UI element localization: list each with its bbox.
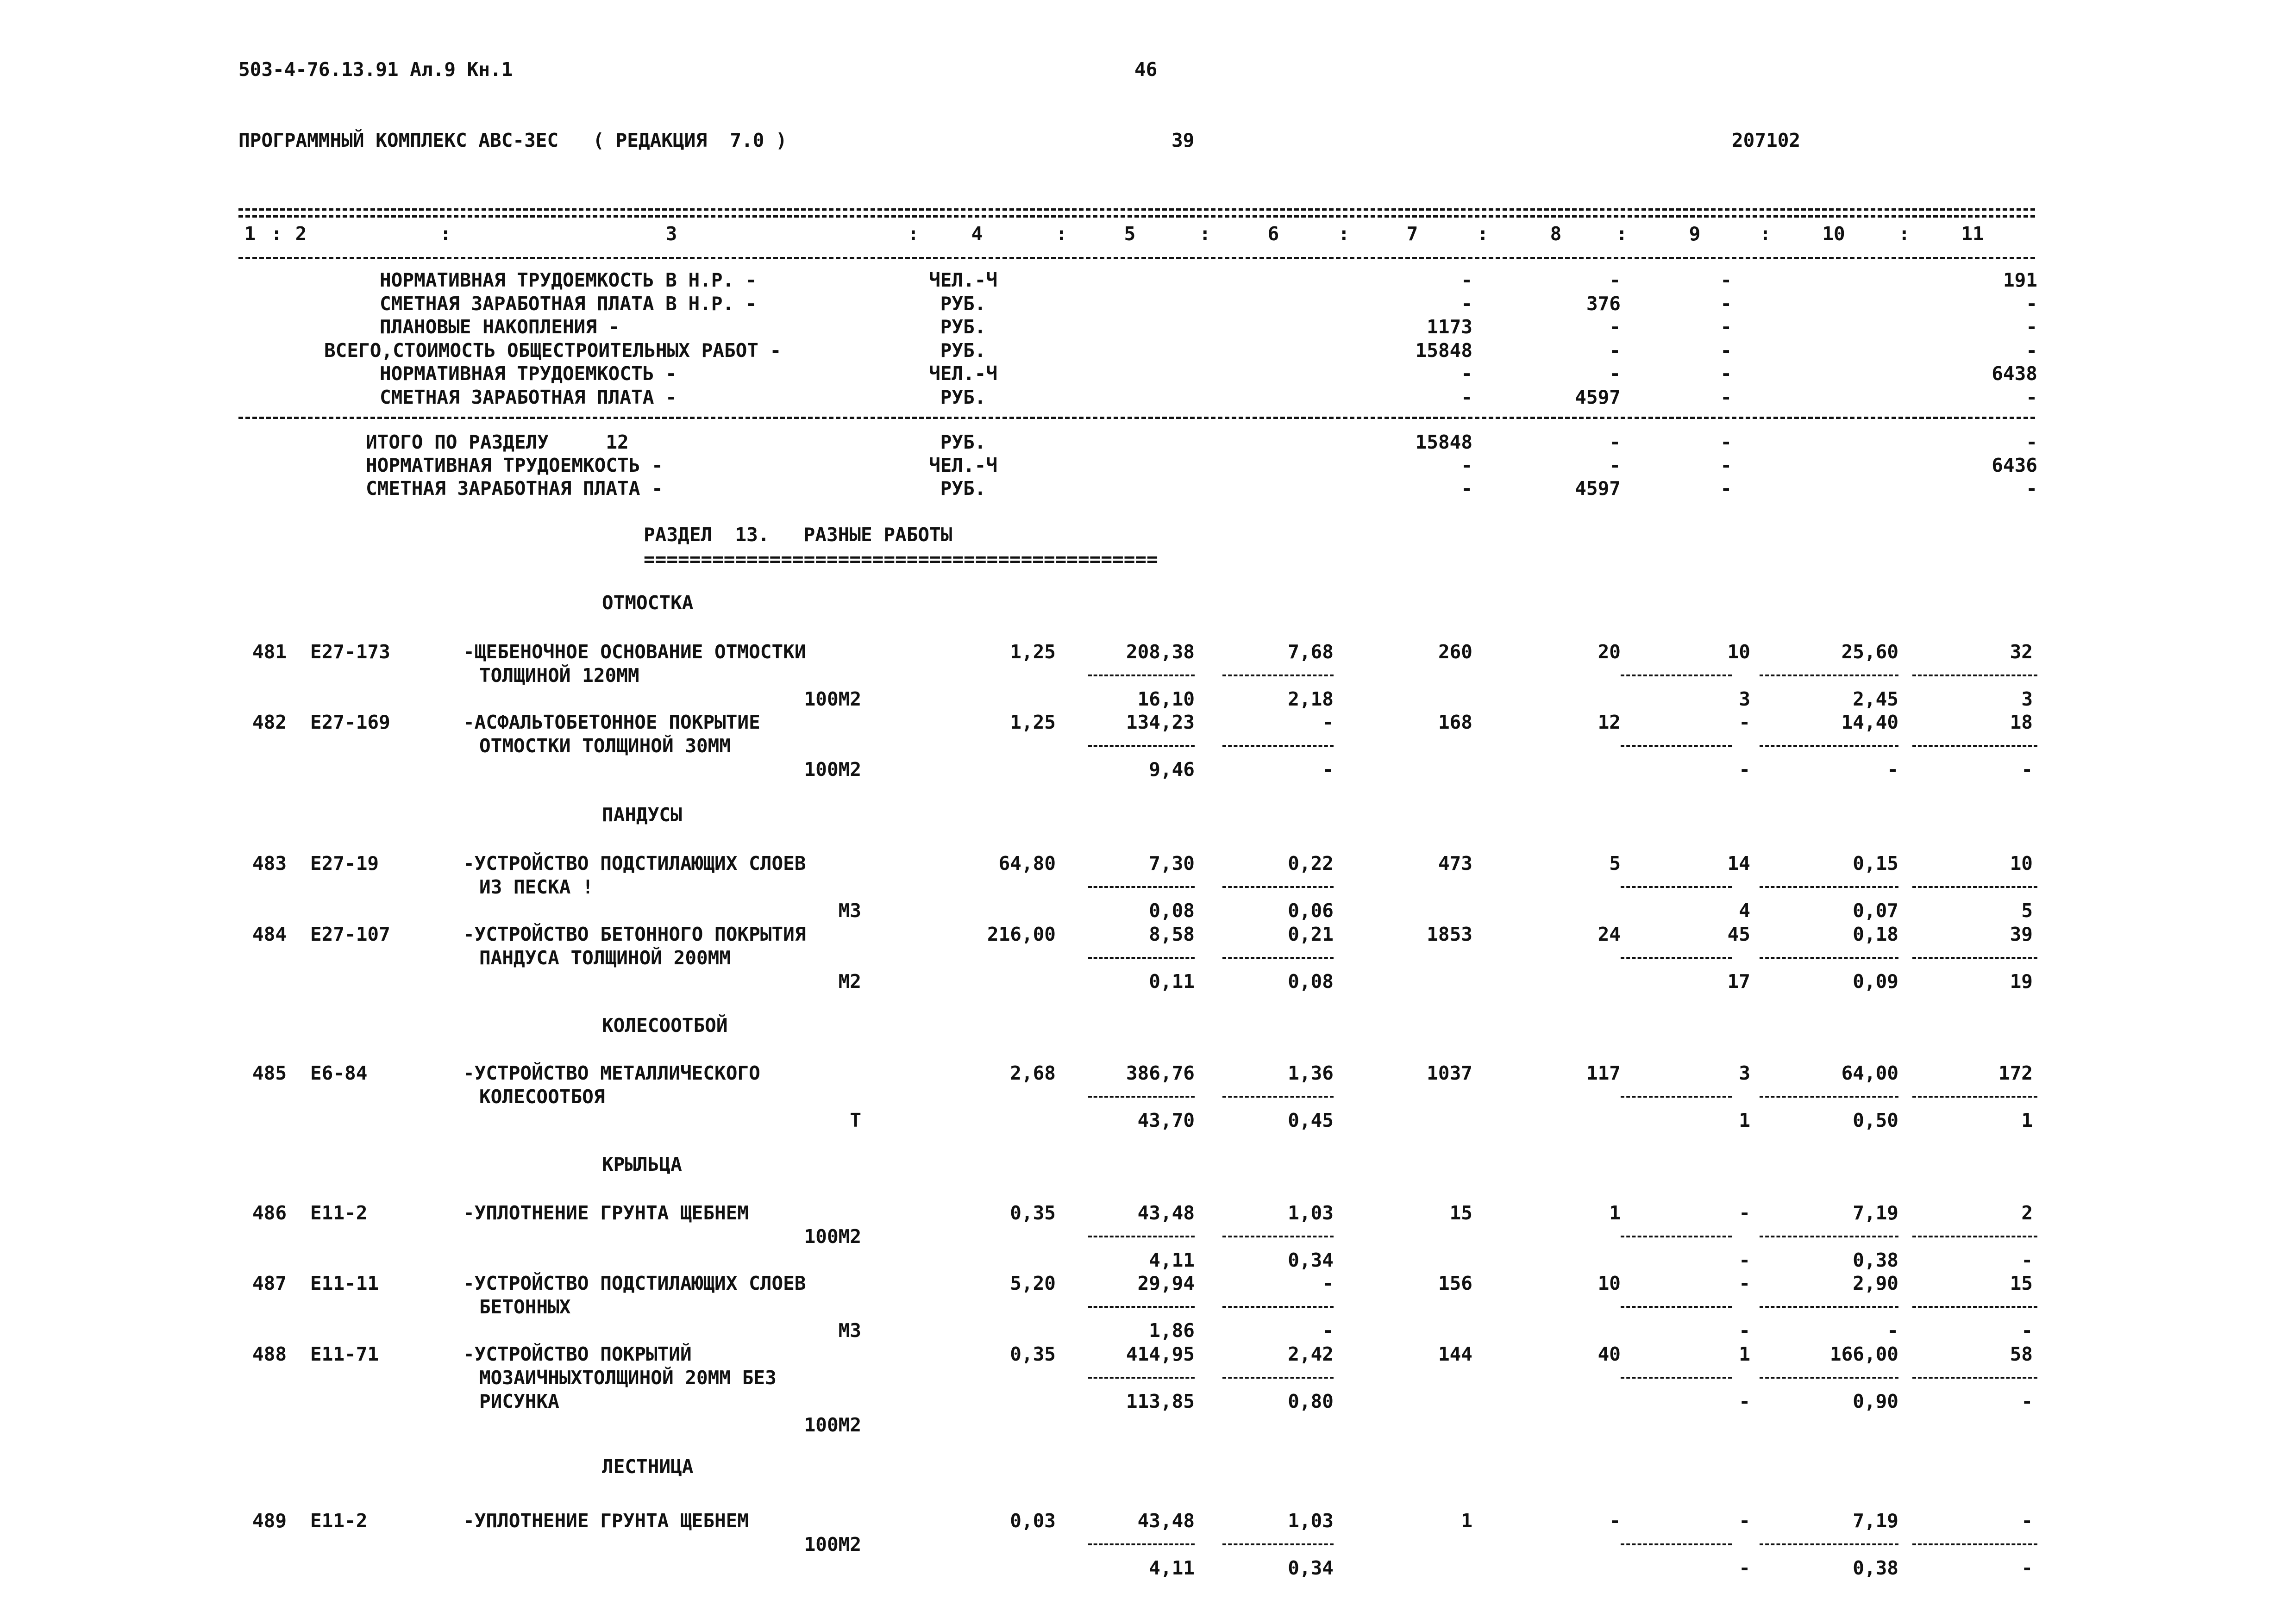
col9-value: -	[1720, 362, 1732, 385]
col5-subvalue: 1,86	[1149, 1319, 1195, 1342]
col10-subvalue: -	[1887, 1319, 1898, 1342]
col10-subvalue: 0,50	[1853, 1109, 1898, 1131]
subtotal-rule	[1912, 1236, 2037, 1237]
col11-value: 6438	[1992, 362, 2037, 385]
subtotal-rule	[1621, 1096, 1732, 1098]
item-code: Е11-71	[310, 1343, 379, 1365]
column-header-2: 2	[295, 223, 307, 245]
col6-value: 1,03	[1288, 1510, 1334, 1532]
col7-value: -	[1461, 269, 1472, 291]
col11-value: 39	[2010, 923, 2033, 945]
header-rule-top-2	[238, 215, 2035, 218]
col5-subvalue: 0,08	[1149, 899, 1195, 922]
col6-value: 1,03	[1288, 1202, 1334, 1224]
column-separator: :	[1338, 223, 1350, 245]
subtotal-rule	[1222, 1377, 1334, 1379]
column-header-1: 1	[244, 223, 256, 245]
col6-subvalue: 0,80	[1288, 1390, 1334, 1412]
col7-value: -	[1461, 477, 1472, 500]
subsection-heading: КРЫЛЬЦА	[602, 1153, 682, 1175]
item-description-cont: ТОЛЩИНОЙ 120ММ	[479, 664, 639, 687]
item-description-cont: БЕТОННЫХ	[479, 1296, 571, 1318]
col8-value: -	[1609, 431, 1621, 453]
col9-subvalue: -	[1739, 1557, 1750, 1579]
column-separator: :	[1056, 223, 1067, 245]
subtotal-rule	[1621, 886, 1732, 888]
col11-subvalue: -	[2021, 1319, 2033, 1342]
col11-value: 15	[2010, 1272, 2033, 1294]
col11-subvalue: 1	[2021, 1109, 2033, 1131]
item-description: -УПЛОТНЕНИЕ ГРУНТА ЩЕБНЕМ	[463, 1202, 749, 1224]
subtotal-rule	[1222, 675, 1334, 676]
item-description-cont: ОТМОСТКИ ТОЛЩИНОЙ 30ММ	[479, 735, 731, 757]
unit-value: РУБ.	[940, 316, 986, 338]
column-header-6: 6	[1267, 223, 1279, 245]
col6-value: -	[1322, 1272, 1334, 1294]
col11-value: -	[2026, 477, 2037, 500]
column-header-11: 11	[1961, 223, 1984, 245]
col11-subvalue: 3	[2021, 688, 2033, 710]
subtotal-rule	[1088, 886, 1195, 888]
subtotal-rule	[1222, 957, 1334, 959]
col7-value: -	[1461, 362, 1472, 385]
summary-label: ВСЕГО,СТОИМОСТЬ ОБЩЕСТРОИТЕЛЬНЫХ РАБОТ -	[324, 339, 782, 362]
item-number: 485	[252, 1062, 287, 1084]
item-number: 486	[252, 1202, 287, 1224]
col10-value: 14,40	[1841, 711, 1898, 733]
subtotal-rule	[1912, 675, 2037, 676]
item-code: Е27-173	[310, 641, 390, 663]
col9-subvalue: -	[1739, 1249, 1750, 1271]
col6-value: 0,21	[1288, 923, 1334, 945]
col9-value: -	[1720, 431, 1732, 453]
item-code: Е11-2	[310, 1202, 368, 1224]
item-number: 484	[252, 923, 287, 945]
col7-value: 168	[1438, 711, 1472, 733]
col9-subvalue: 4	[1739, 899, 1750, 922]
col5-value: 414,95	[1126, 1343, 1195, 1365]
program-title: ПРОГРАММНЫЙ КОМПЛЕКС АВС-3ЕС ( РЕДАКЦИЯ 7.0 )	[238, 129, 787, 151]
subtotal-rule	[1222, 1543, 1334, 1545]
item-number: 487	[252, 1272, 287, 1294]
col10-subvalue: 0,07	[1853, 899, 1898, 922]
column-header-3: 3	[665, 223, 677, 245]
col11-value: 2	[2021, 1202, 2033, 1224]
subtotal-rule	[1222, 745, 1334, 747]
col9-value: -	[1720, 269, 1732, 291]
col10-value: 25,60	[1841, 641, 1898, 663]
col11-value: -	[2026, 431, 2037, 453]
col11-subvalue: -	[2021, 758, 2033, 781]
col8-value: 12	[1597, 711, 1621, 733]
subtotal-rule	[1621, 957, 1732, 959]
item-code: Е11-11	[310, 1272, 379, 1294]
subtotal-rule	[1760, 675, 1898, 676]
subtotal-rule	[1088, 957, 1195, 959]
col10-value: 64,00	[1841, 1062, 1898, 1084]
col11-value: 32	[2010, 641, 2033, 663]
col11-value: -	[2026, 386, 2037, 408]
subsection-heading: ОТМОСТКА	[602, 592, 694, 614]
col6-subvalue: 0,34	[1288, 1249, 1334, 1271]
col6-subvalue: 0,45	[1288, 1109, 1334, 1131]
col9-subvalue: -	[1739, 758, 1750, 781]
item-description: -УСТРОЙСТВО ПОДСТИЛАЮЩИХ СЛОЕВ	[463, 852, 806, 874]
col8-value: -	[1609, 339, 1621, 362]
col10-subvalue: 0,90	[1853, 1390, 1898, 1412]
item-code: Е27-169	[310, 711, 390, 733]
column-separator: :	[271, 223, 282, 245]
col9-value: -	[1720, 454, 1732, 476]
subtotal-rule	[1621, 1306, 1732, 1308]
item-description-cont: РИСУНКА	[479, 1390, 559, 1412]
section-underline: =============================================	[644, 548, 1158, 570]
col11-value: -	[2021, 1510, 2033, 1532]
unit-value: РУБ.	[940, 431, 986, 453]
col5-subvalue: 4,11	[1149, 1557, 1195, 1579]
col7-value: -	[1461, 293, 1472, 315]
subtotal-rule	[1760, 745, 1898, 747]
col6-subvalue: 0,34	[1288, 1557, 1334, 1579]
col11-value: -	[2026, 316, 2037, 338]
item-number: 481	[252, 641, 287, 663]
item-description-cont: ИЗ ПЕСКА !	[479, 876, 594, 898]
subtotal-rule	[1912, 745, 2037, 747]
col5-subvalue: 9,46	[1149, 758, 1195, 781]
col6-subvalue: -	[1322, 1319, 1334, 1342]
col4-value: 216,00	[987, 923, 1056, 945]
col5-value: 43,48	[1137, 1510, 1195, 1532]
item-number: 489	[252, 1510, 287, 1532]
item-description-cont: МОЗАИЧНЫХТОЛЩИНОЙ 20ММ БЕЗ	[479, 1367, 777, 1389]
summary-label: НОРМАТИВНАЯ ТРУДОЕМКОСТЬ В Н.Р. -	[380, 269, 757, 291]
col5-subvalue: 113,85	[1126, 1390, 1195, 1412]
col7-value: 1853	[1427, 923, 1472, 945]
subtotal-rule	[1222, 1236, 1334, 1237]
col6-value: -	[1322, 711, 1334, 733]
column-header-4: 4	[971, 223, 983, 245]
col11-value: 58	[2010, 1343, 2033, 1365]
subtotal-rule	[1912, 1377, 2037, 1379]
col11-subvalue: -	[2021, 1557, 2033, 1579]
col8-value: -	[1609, 362, 1621, 385]
item-description: -УСТРОЙСТВО ПОДСТИЛАЮЩИХ СЛОЕВ	[463, 1272, 806, 1294]
subtotal-rule	[1621, 1543, 1732, 1545]
page-number: 46	[1134, 58, 1158, 81]
col11-subvalue: 5	[2021, 899, 2033, 922]
item-code: Е11-2	[310, 1510, 368, 1532]
col6-value: 1,36	[1288, 1062, 1334, 1084]
column-separator: :	[1616, 223, 1628, 245]
col8-value: -	[1609, 269, 1621, 291]
col10-value: 0,18	[1853, 923, 1898, 945]
col10-value: 7,19	[1853, 1510, 1898, 1532]
col5-value: 208,38	[1126, 641, 1195, 663]
column-header-5: 5	[1124, 223, 1136, 245]
item-description: -УСТРОЙСТВО БЕТОННОГО ПОКРЫТИЯ	[463, 923, 806, 945]
header-rule-top	[238, 208, 2035, 211]
subtotal-rule	[1088, 1096, 1195, 1098]
column-separator: :	[1199, 223, 1211, 245]
subtotal-rule	[1222, 1096, 1334, 1098]
subtotal-rule	[1912, 886, 2037, 888]
item-unit: 100М2	[804, 758, 861, 781]
col8-value: 24	[1597, 923, 1621, 945]
column-separator: :	[1477, 223, 1489, 245]
col9-value: -	[1720, 316, 1732, 338]
subtotal-rule	[1088, 1543, 1195, 1545]
col9-value: -	[1720, 339, 1732, 362]
col8-value: 40	[1597, 1343, 1621, 1365]
col7-value: 1	[1461, 1510, 1472, 1532]
subtotal-rule	[1621, 675, 1732, 676]
subsection-heading: ПАНДУСЫ	[602, 804, 682, 826]
col9-value: -	[1739, 711, 1750, 733]
item-description: -УПЛОТНЕНИЕ ГРУНТА ЩЕБНЕМ	[463, 1510, 749, 1532]
subtotal-rule	[1088, 745, 1195, 747]
col9-subvalue: -	[1739, 1390, 1750, 1412]
col5-value: 43,48	[1137, 1202, 1195, 1224]
col7-value: 15848	[1415, 431, 1472, 453]
column-header-7: 7	[1406, 223, 1418, 245]
totals-rule	[238, 417, 2035, 419]
col9-value: -	[1720, 477, 1732, 500]
subtotal-rule	[1088, 1377, 1195, 1379]
sheet-number: 39	[1171, 129, 1195, 151]
subtotal-rule	[1621, 1236, 1732, 1237]
subtotal-rule	[1760, 1236, 1898, 1237]
col8-value: 4597	[1575, 386, 1621, 408]
subtotal-rule	[1760, 1096, 1898, 1098]
item-unit: М3	[838, 899, 861, 922]
col5-value: 8,58	[1149, 923, 1195, 945]
item-code: Е6-84	[310, 1062, 368, 1084]
col9-value: 10	[1727, 641, 1750, 663]
subtotal-rule	[1760, 1543, 1898, 1545]
item-description-cont: ПАНДУСА ТОЛЩИНОЙ 200ММ	[479, 947, 731, 969]
subtotal-rule	[1912, 1096, 2037, 1098]
col7-value: 260	[1438, 641, 1472, 663]
item-code: Е27-19	[310, 852, 379, 874]
col9-value: -	[1739, 1272, 1750, 1294]
item-unit: 100М2	[804, 1225, 861, 1248]
subsection-heading: ЛЕСТНИЦА	[602, 1455, 694, 1478]
col9-value: -	[1739, 1510, 1750, 1532]
col5-subvalue: 16,10	[1137, 688, 1195, 710]
col9-subvalue: 3	[1739, 688, 1750, 710]
column-header-9: 9	[1689, 223, 1701, 245]
item-description: -ЩЕБЕНОЧНОЕ ОСНОВАНИЕ ОТМОСТКИ	[463, 641, 806, 663]
col9-value: 1	[1739, 1343, 1750, 1365]
subtotal-rule	[1621, 745, 1732, 747]
col11-value: -	[2026, 339, 2037, 362]
col10-subvalue: 0,09	[1853, 970, 1898, 993]
col4-value: 0,35	[1010, 1202, 1056, 1224]
col11-value: 6436	[1992, 454, 2037, 476]
col9-value: 14	[1727, 852, 1750, 874]
summary-label: НОРМАТИВНАЯ ТРУДОЕМКОСТЬ -	[366, 454, 663, 476]
col10-subvalue: 0,38	[1853, 1249, 1898, 1271]
subtotal-rule	[1088, 675, 1195, 676]
subsection-heading: КОЛЕСООТБОЙ	[602, 1014, 728, 1037]
col9-value: 3	[1739, 1062, 1750, 1084]
col10-value: 2,90	[1853, 1272, 1898, 1294]
col10-value: 166,00	[1829, 1343, 1898, 1365]
col9-value: -	[1720, 386, 1732, 408]
col8-value: 10	[1597, 1272, 1621, 1294]
summary-label: ИТОГО ПО РАЗДЕЛУ 12	[366, 431, 629, 453]
col11-value: 18	[2010, 711, 2033, 733]
col7-value: 473	[1438, 852, 1472, 874]
subtotal-rule	[1760, 957, 1898, 959]
column-separator: :	[1898, 223, 1910, 245]
col7-value: -	[1461, 386, 1472, 408]
column-separator: :	[440, 223, 451, 245]
column-separator: :	[1760, 223, 1771, 245]
item-description: -УСТРОЙСТВО МЕТАЛЛИЧЕСКОГО	[463, 1062, 760, 1084]
doc-code: 503-4-76.13.91 Ал.9 Кн.1	[238, 58, 513, 81]
col5-value: 7,30	[1149, 852, 1195, 874]
item-unit: 100М2	[804, 688, 861, 710]
col10-subvalue: 2,45	[1853, 688, 1898, 710]
column-header-8: 8	[1550, 223, 1562, 245]
unit-value: ЧЕЛ.-Ч	[928, 454, 998, 476]
subtotal-rule	[1222, 1306, 1334, 1308]
item-description: -АСФАЛЬТОБЕТОННОЕ ПОКРЫТИЕ	[463, 711, 760, 733]
col11-value: -	[2026, 293, 2037, 315]
col5-value: 134,23	[1126, 711, 1195, 733]
col5-subvalue: 4,11	[1149, 1249, 1195, 1271]
col10-subvalue: -	[1887, 758, 1898, 781]
col6-subvalue: 0,06	[1288, 899, 1334, 922]
col7-value: 1173	[1427, 316, 1472, 338]
summary-label: ПЛАНОВЫЕ НАКОПЛЕНИЯ -	[380, 316, 620, 338]
column-separator: :	[908, 223, 919, 245]
col11-value: 10	[2010, 852, 2033, 874]
col5-subvalue: 43,70	[1137, 1109, 1195, 1131]
subtotal-rule	[1760, 1306, 1898, 1308]
subtotal-rule	[1621, 1377, 1732, 1379]
col8-value: 5	[1609, 852, 1621, 874]
unit-value: ЧЕЛ.-Ч	[928, 269, 998, 291]
col9-value: -	[1720, 293, 1732, 315]
item-unit: М2	[838, 970, 861, 993]
item-unit: Т	[850, 1109, 861, 1131]
header-rule-bottom	[238, 257, 2035, 259]
summary-label: СМЕТНАЯ ЗАРАБОТНАЯ ПЛАТА -	[366, 477, 663, 500]
col8-value: 20	[1597, 641, 1621, 663]
subtotal-rule	[1912, 957, 2037, 959]
subtotal-rule	[1222, 886, 1334, 888]
summary-label: НОРМАТИВНАЯ ТРУДОЕМКОСТЬ -	[380, 362, 677, 385]
col7-value: 156	[1438, 1272, 1472, 1294]
summary-label: СМЕТНАЯ ЗАРАБОТНАЯ ПЛАТА В Н.Р. -	[380, 293, 757, 315]
item-number: 488	[252, 1343, 287, 1365]
col6-value: 2,42	[1288, 1343, 1334, 1365]
col4-value: 1,25	[1010, 641, 1056, 663]
item-unit: М3	[838, 1319, 861, 1342]
unit-value: РУБ.	[940, 386, 986, 408]
col8-value: 1	[1609, 1202, 1621, 1224]
unit-value: РУБ.	[940, 339, 986, 362]
col7-value: 144	[1438, 1343, 1472, 1365]
item-code: Е27-107	[310, 923, 390, 945]
section-title: РАЗДЕЛ 13. РАЗНЫЕ РАБОТЫ	[644, 524, 952, 546]
col11-subvalue: 19	[2010, 970, 2033, 993]
col5-value: 386,76	[1126, 1062, 1195, 1084]
column-header-10: 10	[1822, 223, 1845, 245]
col8-value: 117	[1586, 1062, 1621, 1084]
subtotal-rule	[1088, 1236, 1195, 1237]
col8-value: 376	[1586, 293, 1621, 315]
col5-subvalue: 0,11	[1149, 970, 1195, 993]
col6-subvalue: 0,08	[1288, 970, 1334, 993]
col4-value: 1,25	[1010, 711, 1056, 733]
doc-number: 207102	[1732, 129, 1801, 151]
unit-value: РУБ.	[940, 293, 986, 315]
col8-value: -	[1609, 1510, 1621, 1532]
col4-value: 2,68	[1010, 1062, 1056, 1084]
subtotal-rule	[1912, 1306, 2037, 1308]
unit-value: ЧЕЛ.-Ч	[928, 362, 998, 385]
unit-value: РУБ.	[940, 477, 986, 500]
col4-value: 5,20	[1010, 1272, 1056, 1294]
col8-value: 4597	[1575, 477, 1621, 500]
subtotal-rule	[1912, 1543, 2037, 1545]
col9-subvalue: -	[1739, 1319, 1750, 1342]
col11-subvalue: -	[2021, 1390, 2033, 1412]
subtotal-rule	[1760, 1377, 1898, 1379]
item-unit: 100М2	[804, 1414, 861, 1436]
col7-value: 1037	[1427, 1062, 1472, 1084]
col7-value: 15848	[1415, 339, 1472, 362]
col11-subvalue: -	[2021, 1249, 2033, 1271]
col6-subvalue: 2,18	[1288, 688, 1334, 710]
col10-value: 7,19	[1853, 1202, 1898, 1224]
item-number: 483	[252, 852, 287, 874]
subtotal-rule	[1088, 1306, 1195, 1308]
col9-value: -	[1739, 1202, 1750, 1224]
item-description-cont: КОЛЕСООТБОЯ	[479, 1086, 605, 1108]
col6-value: 0,22	[1288, 852, 1334, 874]
col6-subvalue: -	[1322, 758, 1334, 781]
col9-value: 45	[1727, 923, 1750, 945]
item-description: -УСТРОЙСТВО ПОКРЫТИЙ	[463, 1343, 692, 1365]
item-number: 482	[252, 711, 287, 733]
col8-value: -	[1609, 454, 1621, 476]
col4-value: 0,35	[1010, 1343, 1056, 1365]
col10-subvalue: 0,38	[1853, 1557, 1898, 1579]
summary-label: СМЕТНАЯ ЗАРАБОТНАЯ ПЛАТА -	[380, 386, 677, 408]
col7-value: 15	[1449, 1202, 1472, 1224]
col11-value: 172	[1998, 1062, 2033, 1084]
col9-subvalue: 1	[1739, 1109, 1750, 1131]
item-unit: 100М2	[804, 1533, 861, 1555]
col8-value: -	[1609, 316, 1621, 338]
col9-subvalue: 17	[1727, 970, 1750, 993]
col10-value: 0,15	[1853, 852, 1898, 874]
col7-value: -	[1461, 454, 1472, 476]
col6-value: 7,68	[1288, 641, 1334, 663]
col5-value: 29,94	[1137, 1272, 1195, 1294]
col11-value: 191	[2003, 269, 2037, 291]
col4-value: 64,80	[998, 852, 1056, 874]
col4-value: 0,03	[1010, 1510, 1056, 1532]
subtotal-rule	[1760, 886, 1898, 888]
